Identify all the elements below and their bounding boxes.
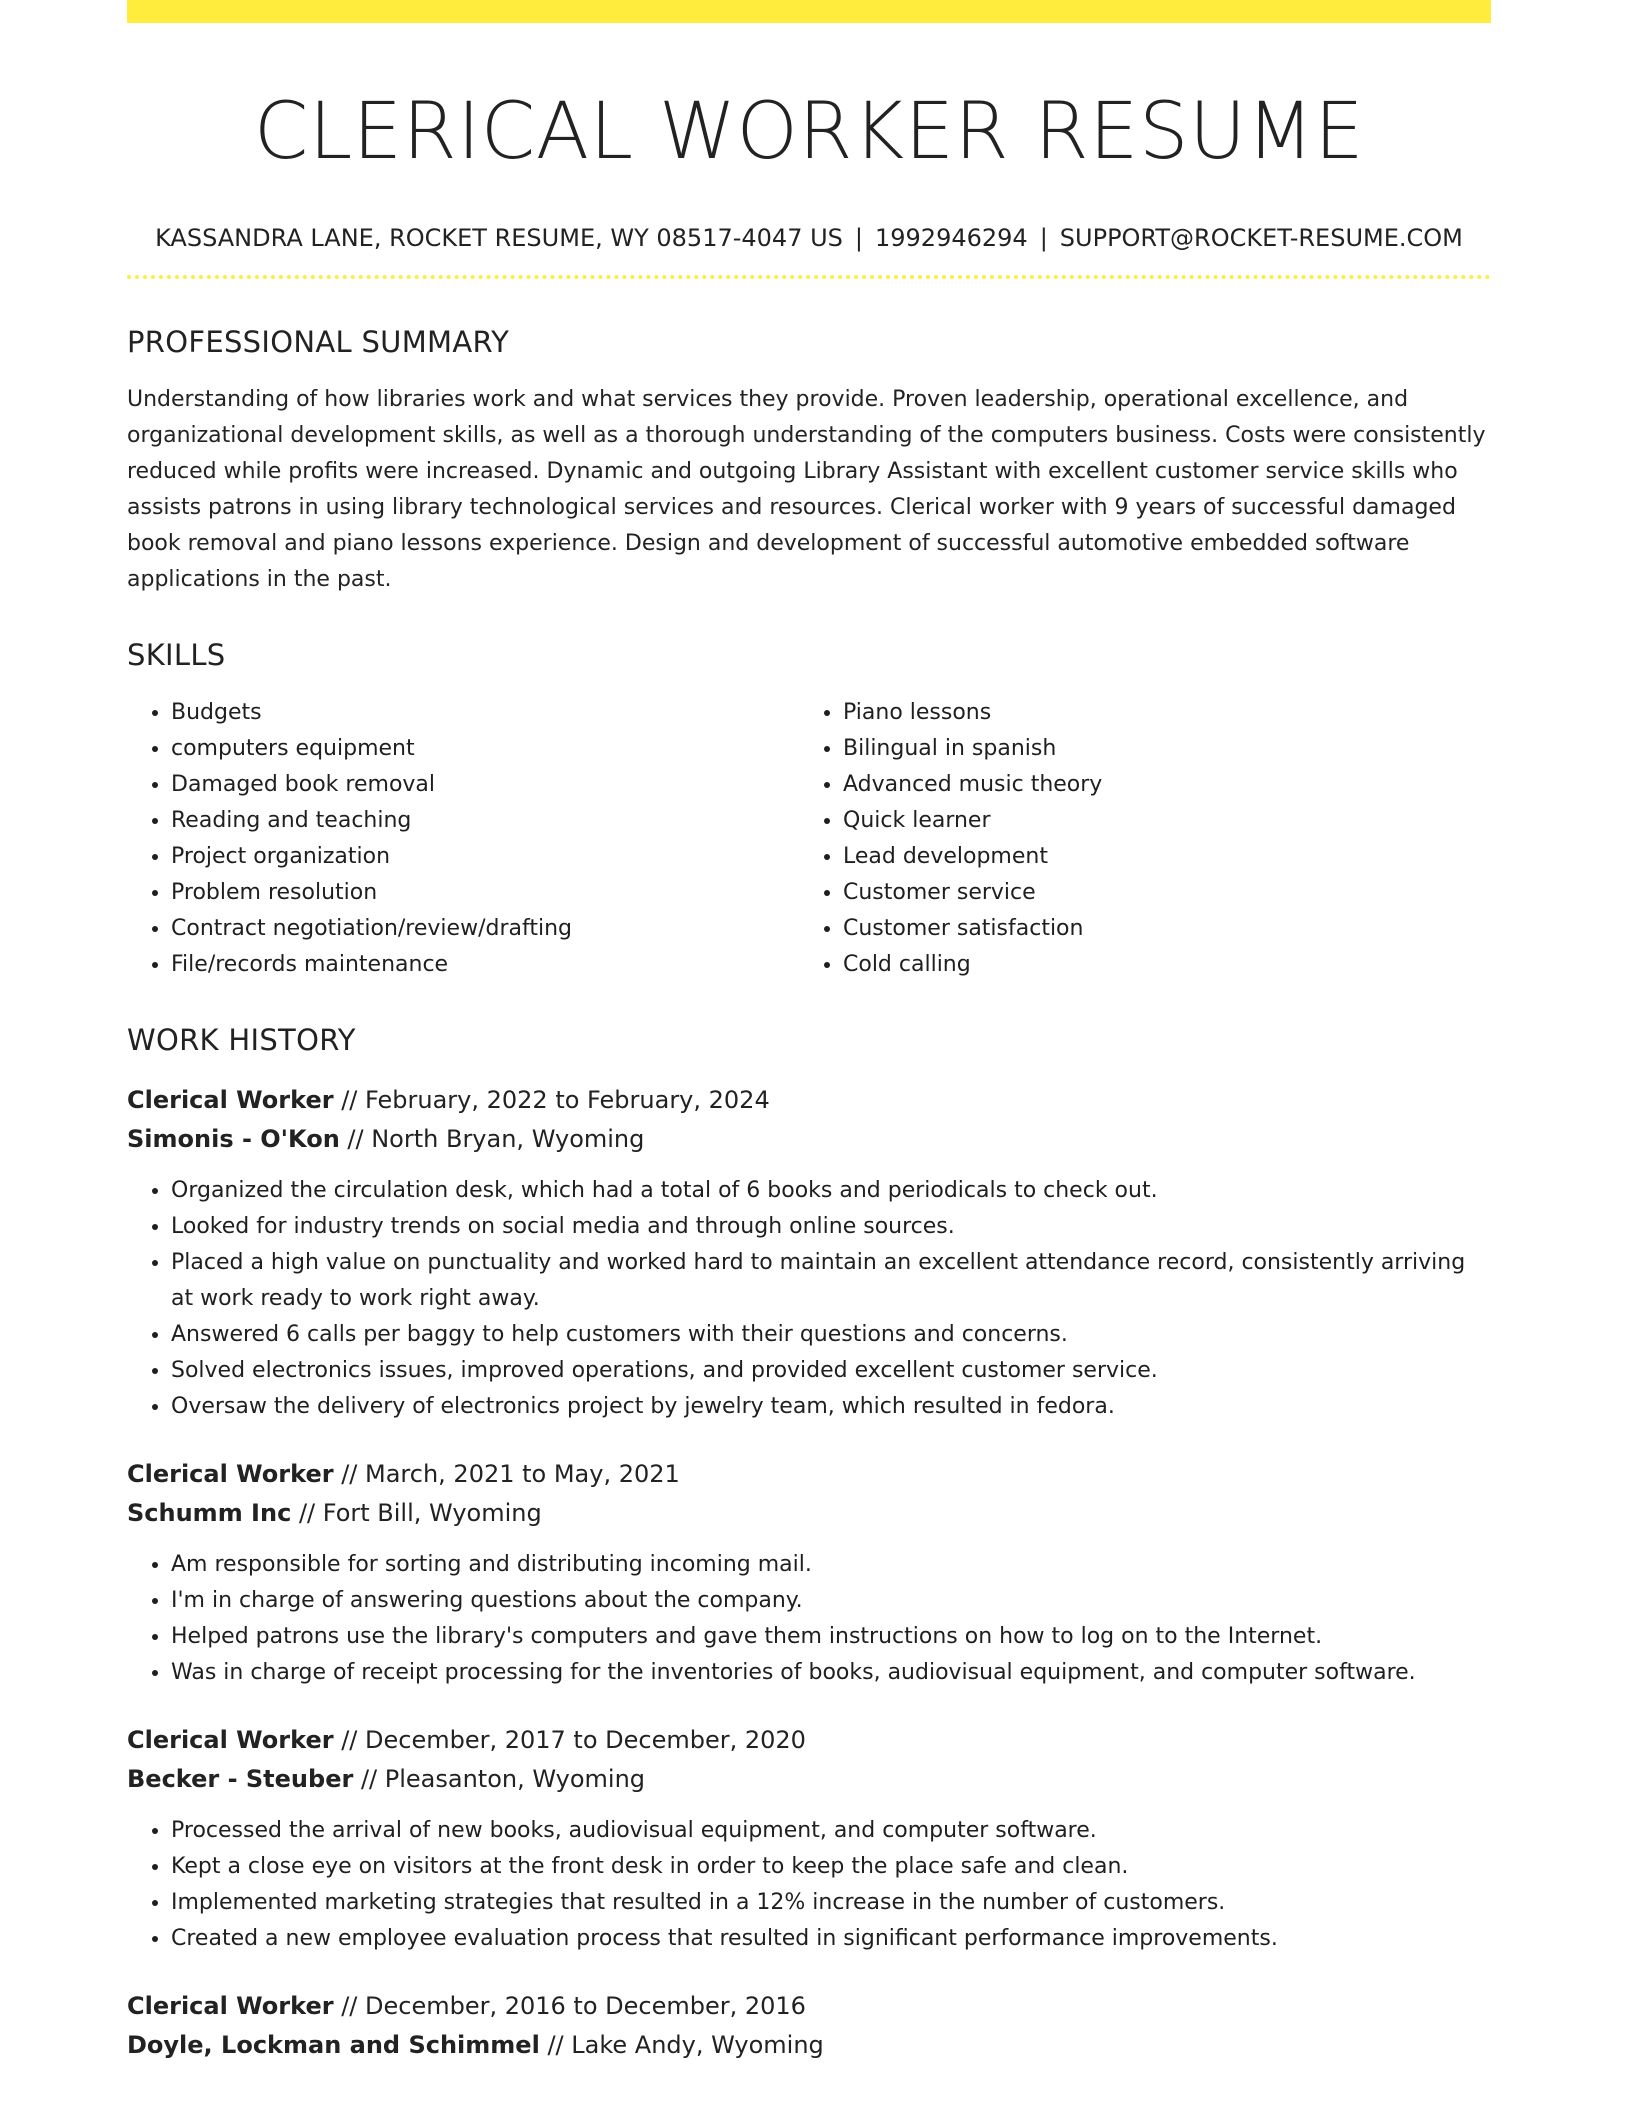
job-location: // Lake Andy, Wyoming	[547, 2031, 824, 2059]
job-bullet: • Was in charge of receipt processing for the inventories of books, audiovisual equipment, and computer software.	[171, 1655, 1491, 1691]
job-bullet: • Created a new employee evaluation process that resulted in significant performance improvements.	[171, 1921, 1491, 1957]
contact-phone[interactable]: 1992946294	[875, 224, 1028, 252]
job-bullet: • Organized the circulation desk, which had a total of 6 books and periodicals to check out.	[171, 1173, 1491, 1209]
skill-item: • Piano lessons	[843, 695, 1102, 731]
job-company-line	[127, 1494, 1491, 1533]
job-title: Clerical Worker	[127, 1992, 334, 2020]
job-bullet: • Helped patrons use the library's computers and gave them instructions on how to log on to the Internet.	[171, 1619, 1491, 1655]
skill-item: • Bilingual in spanish	[843, 731, 1102, 767]
contact-line	[127, 223, 1491, 253]
job-location: // North Bryan, Wyoming	[347, 1125, 645, 1153]
job-dates: // December, 2017 to December, 2020	[341, 1726, 806, 1754]
skill-item: • Advanced music theory	[843, 767, 1102, 803]
job-bullet: • I'm in charge of answering questions about the company.	[171, 1583, 1491, 1619]
summary-heading: PROFESSIONAL SUMMARY	[127, 325, 510, 359]
job-bullet: • Placed a high value on punctuality and worked hard to maintain an excellent attendance record, consistently arriving at work ready to work right away.	[171, 1245, 1491, 1317]
job-bullet: • Oversaw the delivery of electronics project by jewelry team, which resulted in fedora.	[171, 1389, 1491, 1425]
job-title: Clerical Worker	[127, 1086, 334, 1114]
job-bullet: • Solved electronics issues, improved operations, and provided excellent customer service.	[171, 1353, 1491, 1389]
skill-item: • Customer service	[843, 875, 1102, 911]
contact-separator: |	[1039, 224, 1048, 252]
job-bullet: • Processed the arrival of new books, audiovisual equipment, and computer software.	[171, 1813, 1491, 1849]
job-bullets	[127, 1547, 1491, 1691]
skill-item: • computers equipment	[171, 731, 799, 767]
job-bullet: • Am responsible for sorting and distributing incoming mail.	[171, 1547, 1491, 1583]
skill-item: • Quick learner	[843, 803, 1102, 839]
job-bullet: • Kept a close eye on visitors at the front desk in order to keep the place safe and clean.	[171, 1849, 1491, 1885]
dotted-divider	[127, 275, 1491, 279]
skill-item: • Lead development	[843, 839, 1102, 875]
job-location: // Pleasanton, Wyoming	[360, 1765, 646, 1793]
skill-item: • Cold calling	[843, 947, 1102, 983]
job-company-line	[127, 1760, 1491, 1799]
job-location: // Fort Bill, Wyoming	[298, 1499, 542, 1527]
skill-item: • Damaged book removal	[171, 767, 799, 803]
job-bullets	[127, 1173, 1491, 1425]
job-company: Becker - Steuber	[127, 1765, 354, 1793]
job-company-line	[127, 1120, 1491, 1159]
job-title-line	[127, 1987, 1491, 2026]
job-bullet: • Implemented marketing strategies that resulted in a 12% increase in the number of customers.	[171, 1885, 1491, 1921]
job-title-line	[127, 1721, 1491, 1760]
job-title: Clerical Worker	[127, 1726, 334, 1754]
job-company: Schumm Inc	[127, 1499, 292, 1527]
skill-item: • Problem resolution	[171, 875, 799, 911]
job-bullets	[127, 1813, 1491, 1957]
contact-email[interactable]: SUPPORT@ROCKET-RESUME.COM	[1059, 224, 1463, 252]
top-accent-bar	[127, 0, 1491, 23]
job-bullet: • Answered 6 calls per baggy to help customers with their questions and concerns.	[171, 1317, 1491, 1353]
contact-separator: |	[854, 224, 863, 252]
skills-list	[127, 695, 1491, 983]
contact-address: KASSANDRA LANE, ROCKET RESUME, WY 08517-4047 US	[155, 224, 843, 252]
resume-page	[127, 0, 1491, 2065]
job-dates: // March, 2021 to May, 2021	[341, 1460, 680, 1488]
skill-item: • Reading and teaching	[171, 803, 799, 839]
skills-heading: SKILLS	[127, 638, 226, 672]
skills-column-left	[127, 695, 799, 983]
skill-item: • Customer satisfaction	[843, 911, 1102, 947]
job-bullet: • Looked for industry trends on social media and through online sources.	[171, 1209, 1491, 1245]
job-dates: // February, 2022 to February, 2024	[341, 1086, 770, 1114]
skill-item: • Project organization	[171, 839, 799, 875]
job-company: Simonis - O'Kon	[127, 1125, 340, 1153]
job-title: Clerical Worker	[127, 1460, 334, 1488]
summary-text: Understanding of how libraries work and what services they provide. Proven leadership, operational excellence, and organizational development skills, as well as a thorough understanding of the computers business. Costs were consistently reduced while profits were increased. Dynamic and outgoing Library Assistant with excellent customer service skills who assists patrons in using library technological services and resources. Clerical worker with 9 years of successful damaged book removal and piano lessons experience. Design and development of successful automotive embedded software applications in the past.	[127, 387, 1486, 592]
job-entry	[127, 1081, 1491, 1425]
skill-item: • File/records maintenance	[171, 947, 799, 983]
job-title-line	[127, 1081, 1491, 1120]
skill-item: • Contract negotiation/review/drafting	[171, 911, 799, 947]
job-title-line	[127, 1455, 1491, 1494]
resume-title: CLERICAL WORKER RESUME	[253, 87, 1365, 177]
job-dates: // December, 2016 to December, 2016	[341, 1992, 806, 2020]
job-entry	[127, 1455, 1491, 1691]
work-history-heading: WORK HISTORY	[127, 1023, 356, 1057]
job-entry	[127, 1987, 1491, 2065]
skill-item: • Budgets	[171, 695, 799, 731]
job-entry	[127, 1721, 1491, 1957]
skills-column-right	[799, 695, 1102, 983]
job-company: Doyle, Lockman and Schimmel	[127, 2031, 540, 2059]
job-company-line	[127, 2026, 1491, 2065]
